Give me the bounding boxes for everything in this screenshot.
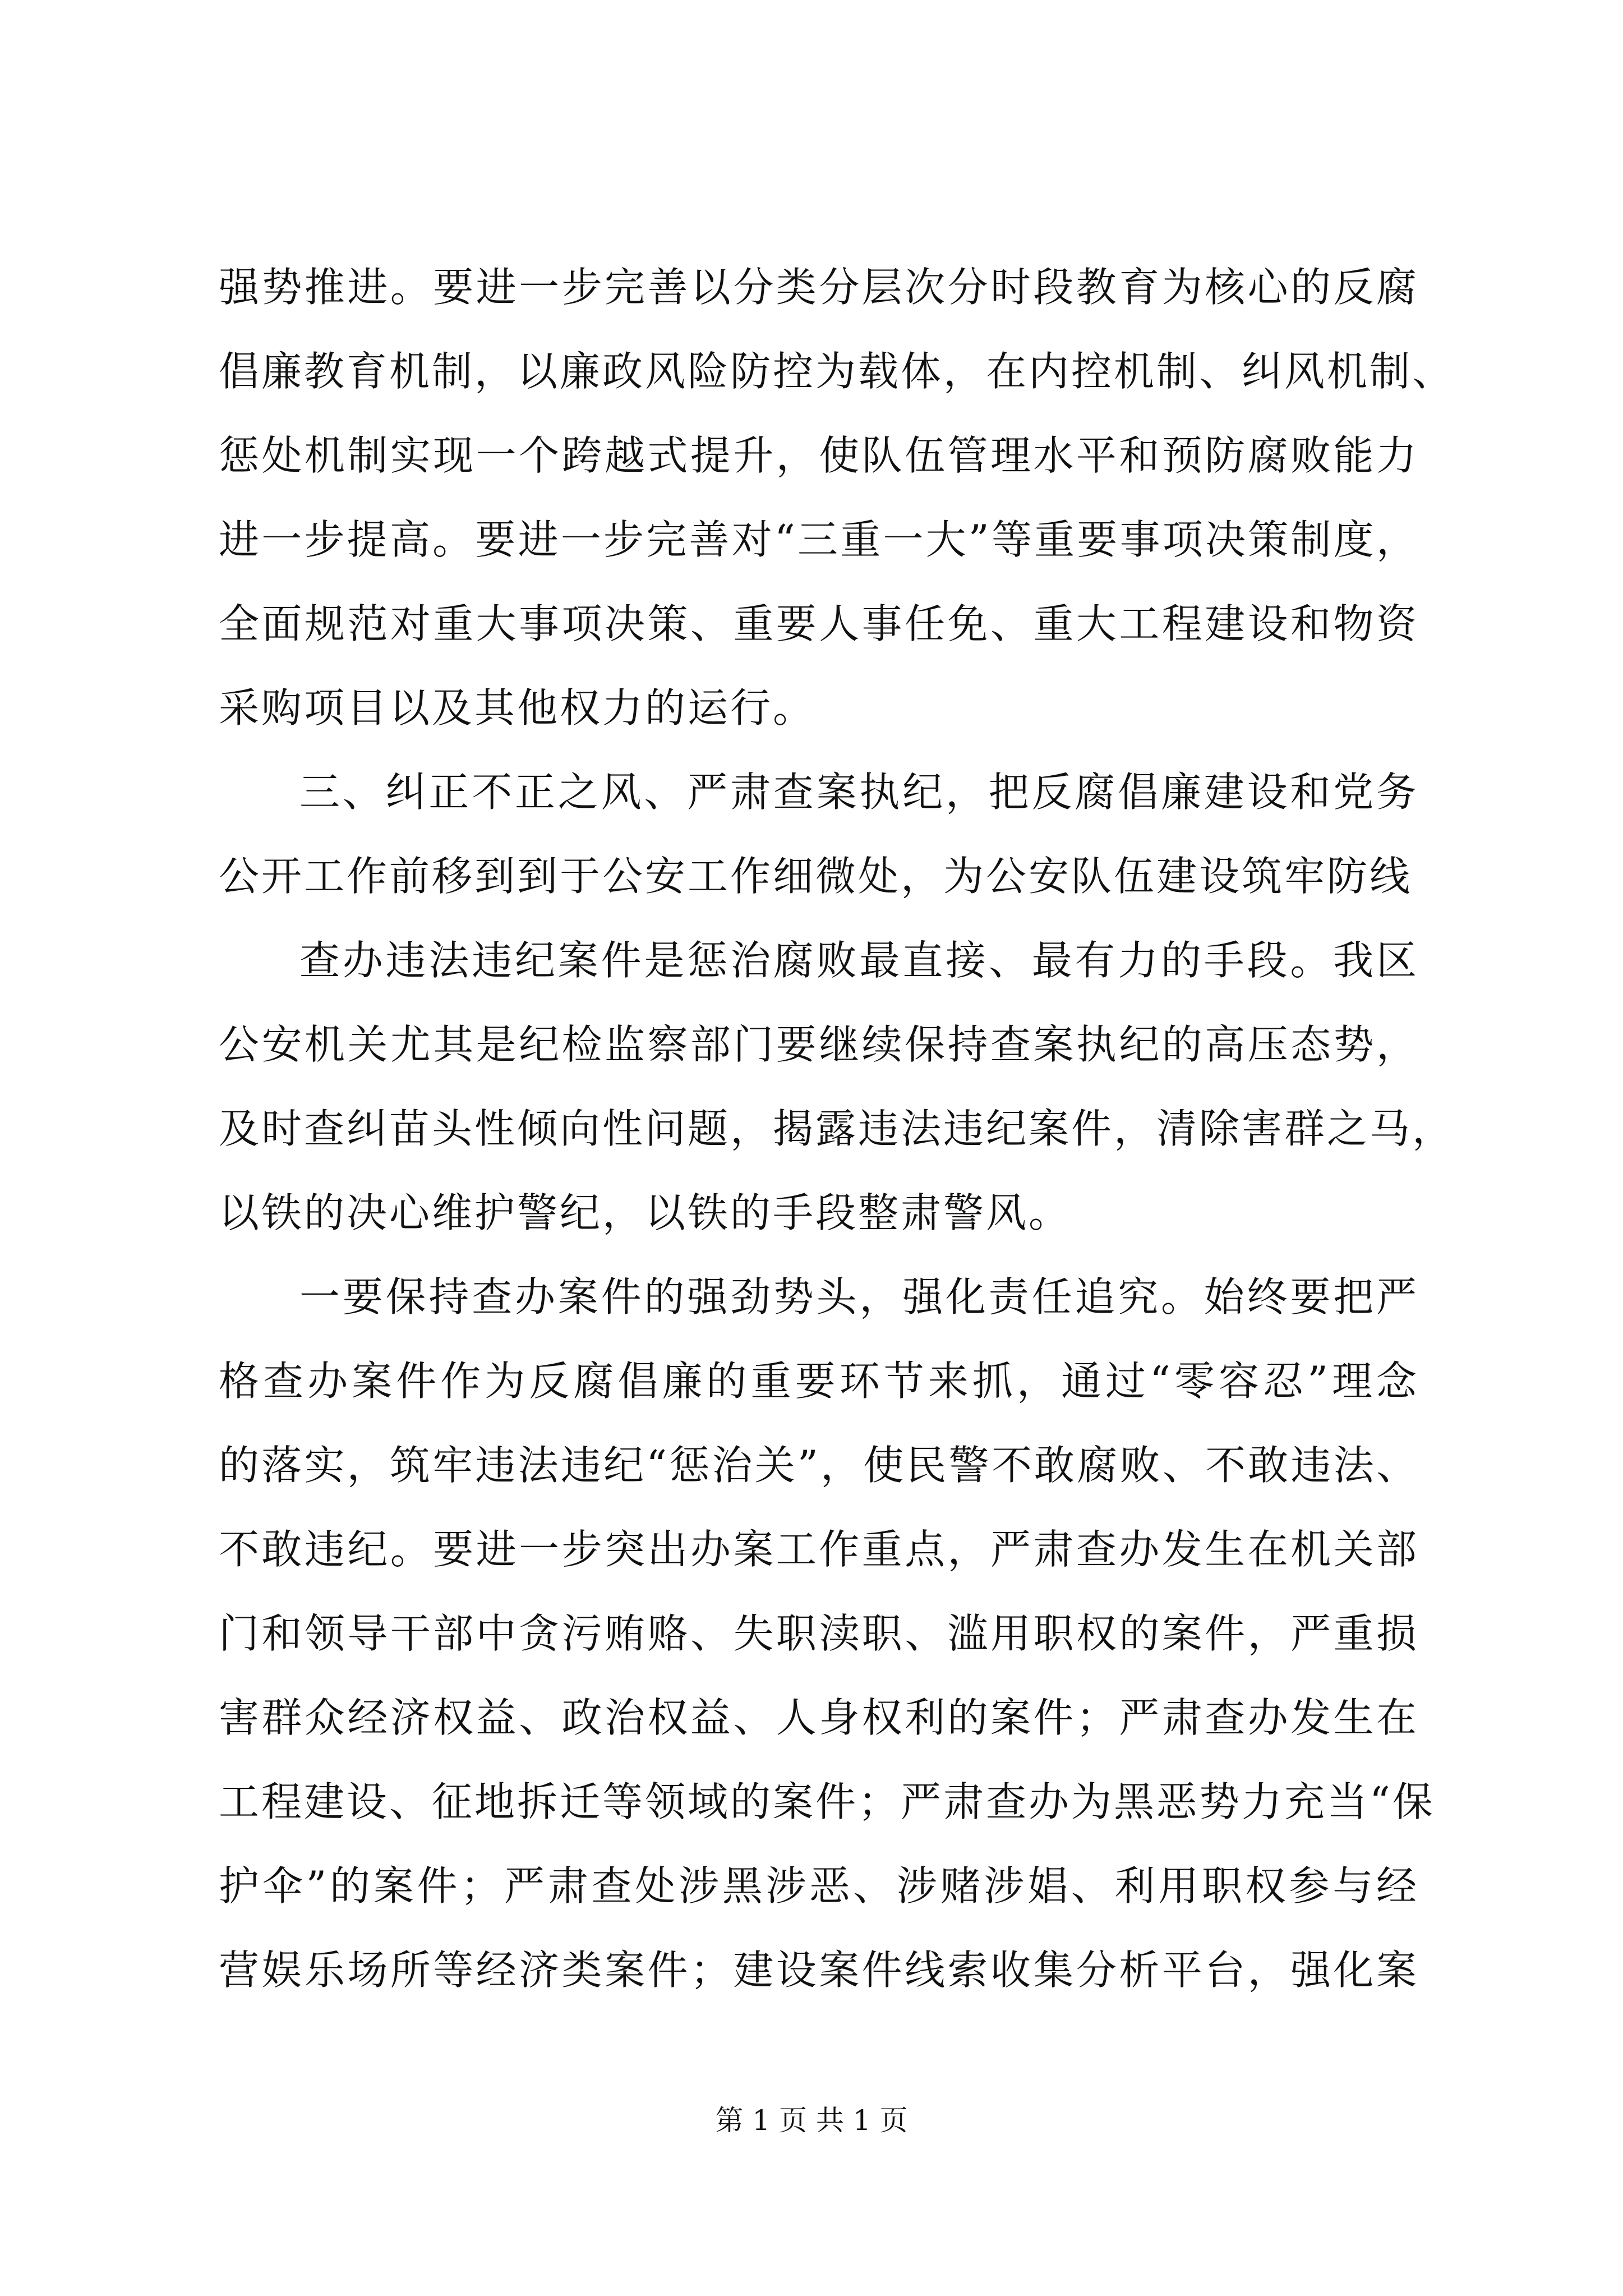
paragraph-line: 以铁的决心维护警纪，以铁的手段整肃警风。 xyxy=(219,1189,1072,1236)
paragraph-line: 害群众经济权益、政治权益、人身权利的案件；严肃查办发生在 xyxy=(219,1694,1419,1741)
paragraph-line: 格查办案件作为反腐倡廉的重要环节来抓，通过“零容忍”理念 xyxy=(219,1358,1419,1405)
paragraph-line: 营娱乐场所等经济类案件；建设案件线索收集分析平台，强化案 xyxy=(219,1947,1419,1994)
paragraph-line: 公安机关尤其是纪检监察部门要继续保持查案执纪的高压态势， xyxy=(219,1021,1419,1068)
paragraph-line: 护伞”的案件；严肃查处涉黑涉恶、涉赌涉娼、利用职权参与经 xyxy=(219,1862,1419,1910)
paragraph-line: 不敢违纪。要进一步突出办案工作重点，严肃查办发生在机关部 xyxy=(219,1526,1419,1573)
paragraph-line: 一要保持查办案件的强劲势头，强化责任追究。始终要把严 xyxy=(299,1273,1419,1320)
paragraph-line: 及时查纠苗头性倾向性问题，揭露违法违纪案件，清除害群之马， xyxy=(219,1105,1455,1152)
paragraph-line: 进一步提高。要进一步完善对“三重一大”等重要事项决策制度， xyxy=(219,516,1419,563)
paragraph-line: 强势推进。要进一步完善以分类分层次分时段教育为核心的反腐 xyxy=(219,264,1419,311)
paragraph-line: 查办违法违纪案件是惩治腐败最直接、最有力的手段。我区 xyxy=(299,937,1419,984)
paragraph-line: 采购项目以及其他权力的运行。 xyxy=(219,684,816,731)
page-number-footer: 第 1 页 共 1 页 xyxy=(715,2104,908,2137)
paragraph-line: 全面规范对重大事项决策、重要人事任免、重大工程建设和物资 xyxy=(219,600,1419,647)
paragraph-line: 惩处机制实现一个跨越式提升，使队伍管理水平和预防腐败能力 xyxy=(219,432,1419,479)
paragraph-line: 工程建设、征地拆迁等领域的案件；严肃查办为黑恶势力充当“保 xyxy=(219,1778,1435,1825)
section-heading-line: 公开工作前移到到于公安工作细微处，为公安队伍建设筑牢防线 xyxy=(219,853,1413,900)
paragraph-line: 的落实，筑牢违法违纪“惩治关”，使民警不敢腐败、不敢违法、 xyxy=(219,1442,1419,1489)
section-heading-line: 三、纠正不正之风、严肃查案执纪，把反腐倡廉建设和党务 xyxy=(299,769,1419,816)
paragraph-line: 倡廉教育机制，以廉政风险防控为载体，在内控机制、纠风机制、 xyxy=(219,348,1455,395)
paragraph-line: 门和领导干部中贪污贿赂、失职渎职、滥用职权的案件，严重损 xyxy=(219,1610,1419,1657)
